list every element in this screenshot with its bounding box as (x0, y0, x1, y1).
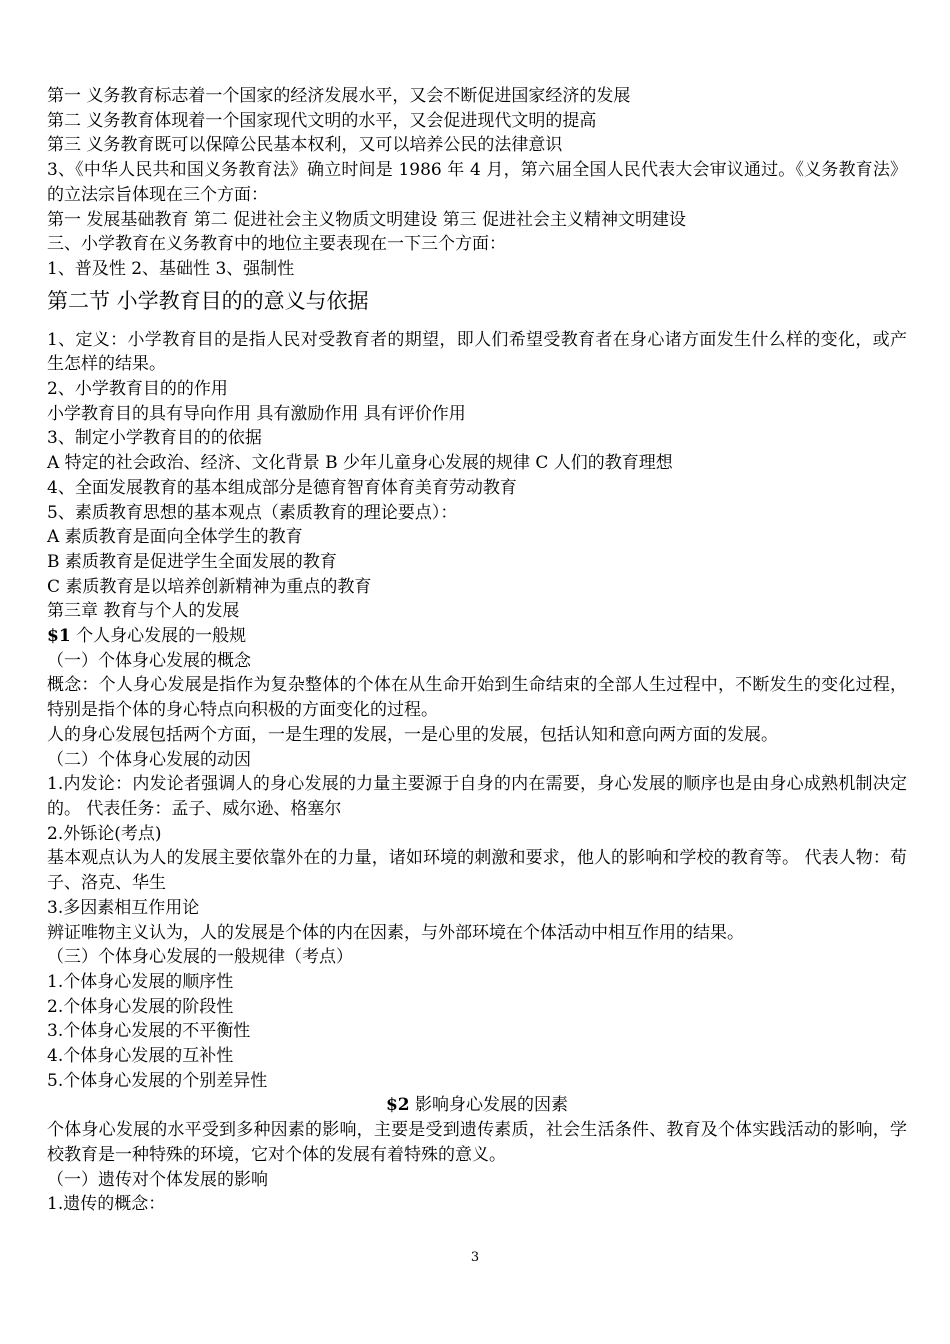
text-line: 5、素质教育思想的基本观点（素质教育的理论要点）： (47, 502, 458, 523)
text-line: A 素质教育是面向全体学生的教育 (47, 527, 303, 548)
text-line: 3.多因素相互作用论 (47, 897, 200, 918)
text-paragraph: 个体身心发展的水平受到多种因素的影响，主要是受到遗传素质，社会生活条件、教育及个体实践活动的影响，学校教育是一种特殊的环境，它对个体的发展有着特殊的意义。 (47, 1120, 907, 1165)
page-number: 3 (470, 1250, 480, 1265)
section-title-text: 影响身心发展的因素 (409, 1095, 569, 1116)
text-paragraph: 1、定义：小学教育目的是指人民对受教育者的期望，即人们希望受教育者在身心诸方面发生什么样的变化，或产生怎样的结果。 (47, 329, 907, 375)
text-paragraph: 概念：个人身心发展是指作为复杂整体的个体在从生命开始到生命结束的全部人生过程中，不断发生的变化过程，特别是指个体的身心特点向积极的方面变化的过程。 (47, 675, 907, 721)
text-line: 3.个体身心发展的不平衡性 (47, 1021, 251, 1042)
text-line: 人的身心发展包括两个方面，一是生理的发展，一是心里的发展，包括认知和意向两方面的发展。 (47, 724, 778, 745)
text-line: （一）遗传对个体发展的影响 (47, 1169, 268, 1190)
section-mark: $1 (47, 626, 71, 647)
subsection-heading-1 (47, 624, 907, 649)
text-line: 5.个体身心发展的个别差异性 (47, 1070, 268, 1091)
section-title-text: 个人身心发展的一般规 (70, 626, 247, 647)
text-line: 2、小学教育目的的作用 (47, 379, 228, 400)
text-line: （二）个体身心发展的动因 (47, 749, 251, 770)
chapter-heading: 第三章 教育与个人的发展 (47, 601, 240, 622)
section-heading: 第二节 小学教育目的的意义与依据 (47, 288, 369, 313)
text-paragraph: 1.内发论：内发论者强调人的身心发展的力量主要源于自身的内在需要，身心发展的顺序也是由身心成熟机制决定的。 代表任务：孟子、威尔逊、格塞尔 (47, 774, 907, 819)
text-line: 2.外铄论(考点) (47, 823, 162, 844)
section-mark: $2 (385, 1095, 410, 1116)
text-line: 辨证唯物主义认为，人的发展是个体的内在因素，与外部环境在个体活动中相互作用的结果。 (47, 922, 744, 943)
text-line: 小学教育目的具有导向作用 具有激励作用 具有评价作用 (47, 403, 466, 424)
text-line: （一）个体身心发展的概念 (47, 650, 251, 671)
text-line: B 素质教育是促进学生全面发展的教育 (47, 551, 337, 572)
text-line: 3、制定小学教育目的的依据 (47, 428, 262, 449)
text-line: 1.个体身心发展的顺序性 (47, 971, 234, 992)
text-line: 第二 义务教育体现着一个国家现代文明的水平，又会促进现代文明的提高 (47, 110, 597, 131)
text-paragraph: 3、《中华人民共和国义务教育法》确立时间是 1986 年 4 月，第六届全国人民代表大会审议通过。《义务教育法》的立法宗旨体现在三个方面： (47, 160, 907, 205)
text-line: 第一 义务教育标志着一个国家的经济发展水平，又会不断促进国家经济的发展 (47, 86, 631, 106)
text-line: 2.个体身心发展的阶段性 (47, 996, 234, 1017)
document-body (47, 84, 907, 1217)
text-line: 第三 义务教育既可以保障公民基本权利，又可以培养公民的法律意识 (47, 135, 563, 156)
text-line: （三）个体身心发展的一般规律（考点） (47, 947, 353, 968)
text-line: 第一 发展基础教育 第二 促进社会主义物质文明建设 第三 促进社会主义精神文明建设 (47, 209, 687, 230)
text-line: 1、普及性 2、基础性 3、强制性 (47, 258, 295, 279)
text-line: 4、全面发展教育的基本组成部分是德育智育体育美育劳动教育 (47, 477, 517, 498)
text-line: C 素质教育是以培养创新精神为重点的教育 (47, 576, 372, 597)
subsection-heading-2 (47, 1093, 907, 1118)
text-line: 4.个体身心发展的互补性 (47, 1046, 234, 1067)
text-line: A 特定的社会政治、经济、文化背景 B 少年儿童身心发展的规律 C 人们的教育理想 (47, 453, 673, 474)
text-line: 1.遗传的概念： (47, 1194, 166, 1215)
text-line: 三、小学教育在义务教育中的地位主要表现在一下三个方面： (47, 234, 506, 255)
text-paragraph: 基本观点认为人的发展主要依靠外在的力量，诸如环境的刺激和要求，他人的影响和学校的教育等。 代表人物：荀子、洛克、华生 (47, 848, 907, 894)
